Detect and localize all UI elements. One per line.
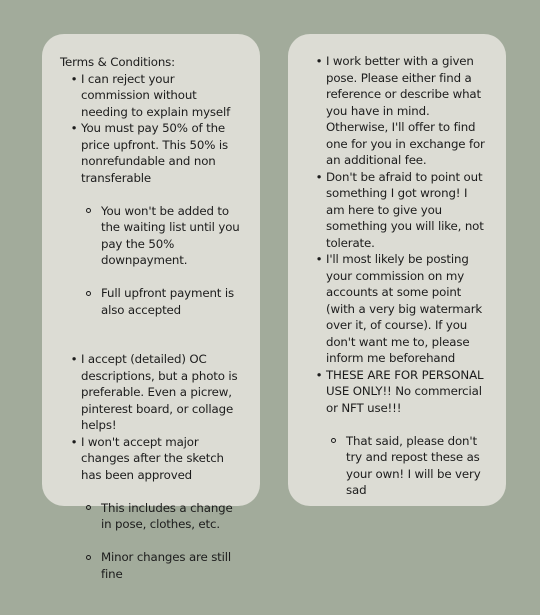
term-text: You must pay 50% of the price upfront. This 50% is nonrefundable and non transferable — [81, 121, 228, 185]
term-item — [306, 367, 502, 532]
term-text: I won't accept major changes after the sketch has been approved — [81, 435, 224, 482]
sub-term-item — [81, 549, 254, 582]
term-text: I'll most likely be posting your commission on my accounts at some point (with a very big watermark over it, of course). If you don't want me to, please inform me beforehand — [326, 252, 482, 365]
bullet-icon: • — [315, 169, 323, 186]
bullet-icon: • — [70, 434, 78, 451]
bullet-icon: • — [315, 53, 323, 70]
sub-term-list — [81, 483, 254, 599]
terms-heading: Terms & Conditions: — [60, 54, 254, 71]
sub-term-text: You won't be added to the waiting list until you pay the 50% downpayment. — [101, 204, 240, 268]
term-item — [61, 120, 254, 351]
sub-term-text: That said, please don't try and repost these as your own! I will be very sad — [346, 434, 481, 498]
term-text: I accept (detailed) OC descriptions, but a photo is preferable. Even a picrew, pinterest board, or collage helps! — [81, 352, 238, 432]
terms-card-right — [288, 34, 506, 506]
bullet-icon: • — [315, 251, 323, 268]
term-item — [306, 169, 502, 252]
bullet-icon: • — [70, 351, 78, 368]
sub-term-text: Full upfront payment is also accepted — [101, 286, 234, 317]
term-item — [61, 434, 254, 615]
term-text: I can reject your commission without needing to explain myself — [81, 72, 230, 119]
term-item — [61, 71, 254, 121]
bullet-icon: • — [70, 71, 78, 88]
sub-term-text: Minor changes are still fine — [101, 550, 231, 581]
hollow-bullet-icon — [331, 438, 336, 443]
hollow-bullet-icon — [86, 291, 91, 296]
sub-term-text: This includes a change in pose, clothes, etc. — [101, 501, 233, 532]
sub-term-item — [81, 203, 254, 269]
sub-term-list — [326, 416, 502, 515]
hollow-bullet-icon — [86, 208, 91, 213]
terms-list-right — [306, 53, 502, 532]
bullet-icon: • — [315, 367, 323, 384]
hollow-bullet-icon — [86, 555, 91, 560]
term-item — [306, 251, 502, 367]
sub-term-item — [326, 433, 502, 499]
terms-card-left — [42, 34, 260, 506]
sub-term-item — [81, 285, 254, 318]
term-text: THESE ARE FOR PERSONAL USE ONLY!! No commercial or NFT use!!! — [326, 368, 483, 415]
term-item — [61, 351, 254, 434]
term-text: Don't be afraid to point out something I got wrong! I am here to give you something you will like, not tolerate. — [326, 170, 484, 250]
term-item — [306, 53, 502, 169]
term-text: I work better with a given pose. Please either find a reference or describe what you have in mind. Otherwise, I'll offer to find one for you in exchange for an additional fee. — [326, 54, 485, 167]
sub-term-list — [81, 186, 254, 335]
terms-list-left — [60, 71, 254, 615]
sub-term-item — [81, 500, 254, 533]
bullet-icon: • — [70, 120, 78, 137]
hollow-bullet-icon — [86, 505, 91, 510]
